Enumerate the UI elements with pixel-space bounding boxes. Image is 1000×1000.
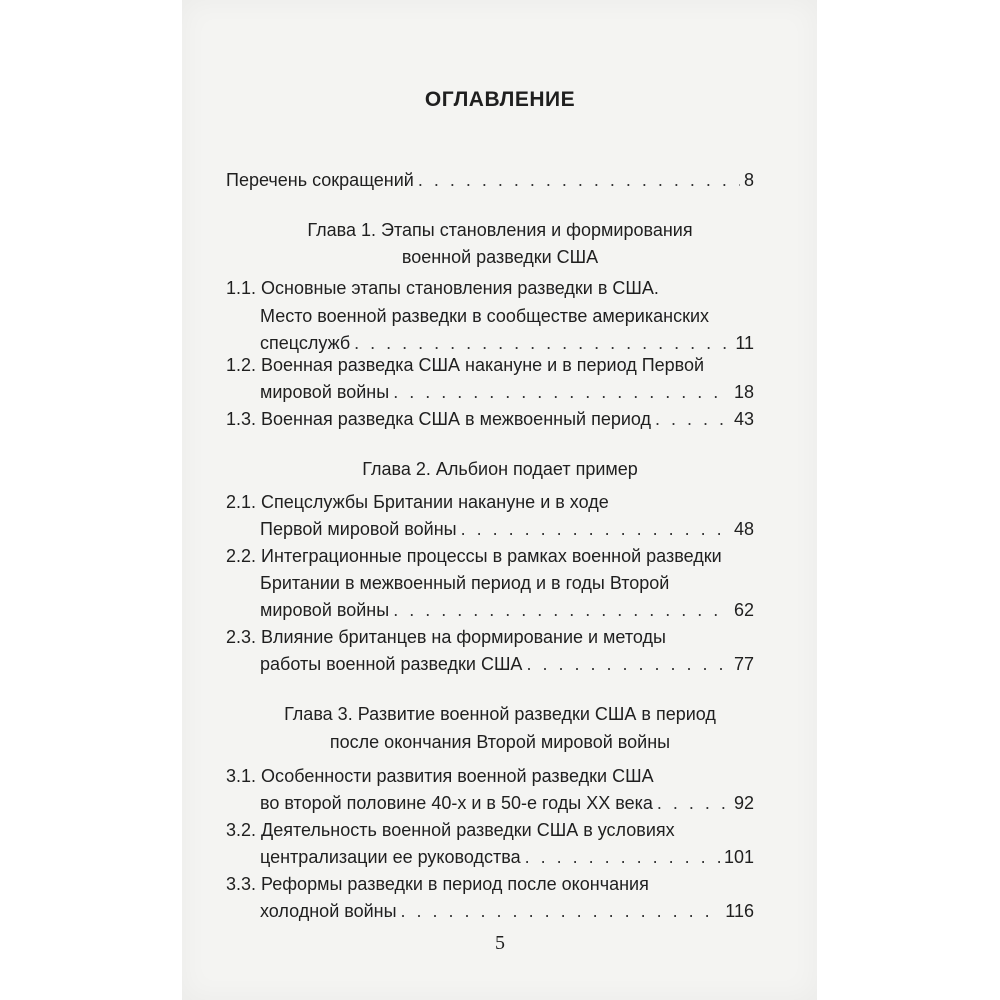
toc-entry-3-1-line1: 3.1. Особенности развития военной разведки США xyxy=(226,766,654,786)
chapter-3-title-line2: после окончания Второй мировой войны xyxy=(329,732,671,752)
toc-entry-1-2-line1: 1.2. Военная разведка США накануне и в период Первой xyxy=(226,355,705,375)
chapter-1-title-line2: военной разведки США xyxy=(401,247,599,267)
dot-leader xyxy=(354,331,731,355)
toc-page-ref: 62 xyxy=(733,600,754,620)
toc-entry-1-1-line3: спецслужб . . . 11 xyxy=(260,331,754,355)
toc-page-ref: 8 xyxy=(743,170,754,190)
dot-leader xyxy=(657,791,730,815)
toc-entry-3-2-line1: 3.2. Деятельность военной разведки США в условиях xyxy=(226,820,675,840)
chapter-2-title: Глава 2. Альбион подает пример xyxy=(362,459,638,479)
dot-leader xyxy=(401,899,722,923)
dot-leader xyxy=(461,517,730,541)
toc-page-ref: 92 xyxy=(733,793,754,813)
toc-entry-2-2-line2: Британии в межвоенный период и в годы Второй xyxy=(260,573,670,593)
toc-page-ref: 101 xyxy=(723,847,754,867)
toc-entry-2-3-line1: 2.3. Влияние британцев на формирование и методы xyxy=(226,627,666,647)
toc-entry-1-1-line1: 1.1. Основные этапы становления разведки в США. xyxy=(226,278,659,298)
toc-entry-1-2-line2: мировой войны . . . 18 xyxy=(260,380,754,404)
toc-entry-3-3-line1: 3.3. Реформы разведки в период после окончания xyxy=(226,874,649,894)
toc-page-ref: 18 xyxy=(733,382,754,402)
toc-page-ref: 48 xyxy=(733,519,754,539)
toc-page-ref: 11 xyxy=(735,333,754,353)
toc-entry-2-2-line3: мировой войны . . . 62 xyxy=(260,598,754,622)
dot-leader xyxy=(655,407,730,431)
toc-entry-2-2-line1: 2.2. Интеграционные процессы в рамках военной разведки xyxy=(226,546,722,566)
toc-entry-3-2-line2: централизации ее руководства . . . 101 xyxy=(260,845,754,869)
toc-page-ref: 77 xyxy=(733,654,754,674)
toc-entry-1-1-line2: Место военной разведки в сообществе американских xyxy=(260,306,710,326)
toc-entry-1-3: 1.3. Военная разведка США в межвоенный период . . . 43 xyxy=(226,407,754,431)
dot-leader xyxy=(418,168,740,192)
toc-page-ref: 43 xyxy=(733,409,754,429)
toc-heading: ОГЛАВЛЕНИЕ xyxy=(424,88,576,111)
page-number: 5 xyxy=(495,932,505,954)
chapter-3-title-line1: Глава 3. Развитие военной разведки США в период xyxy=(284,704,716,724)
dot-leader xyxy=(525,845,720,869)
toc-entry-2-1-line2: Первой мировой войны . . . 48 xyxy=(260,517,754,541)
toc-entry-3-3-line2: холодной войны . . . 116 xyxy=(260,899,754,923)
dot-leader xyxy=(393,598,730,622)
toc-entry-2-3-line2: работы военной разведки США . . . 77 xyxy=(260,652,754,676)
toc-entry-text: Перечень сокращений xyxy=(226,170,414,190)
toc-entry-3-1-line2: во второй половине 40-х и в 50-е годы XX века . . . 92 xyxy=(260,791,754,815)
dot-leader xyxy=(526,652,730,676)
toc-page-ref: 116 xyxy=(725,901,754,921)
toc-entry-abbreviations xyxy=(226,168,754,192)
dot-leader xyxy=(393,380,730,404)
chapter-1-title-line1: Глава 1. Этапы становления и формирования xyxy=(307,220,693,240)
toc-entry-2-1-line1: 2.1. Спецслужбы Британии накануне и в ходе xyxy=(226,492,609,512)
